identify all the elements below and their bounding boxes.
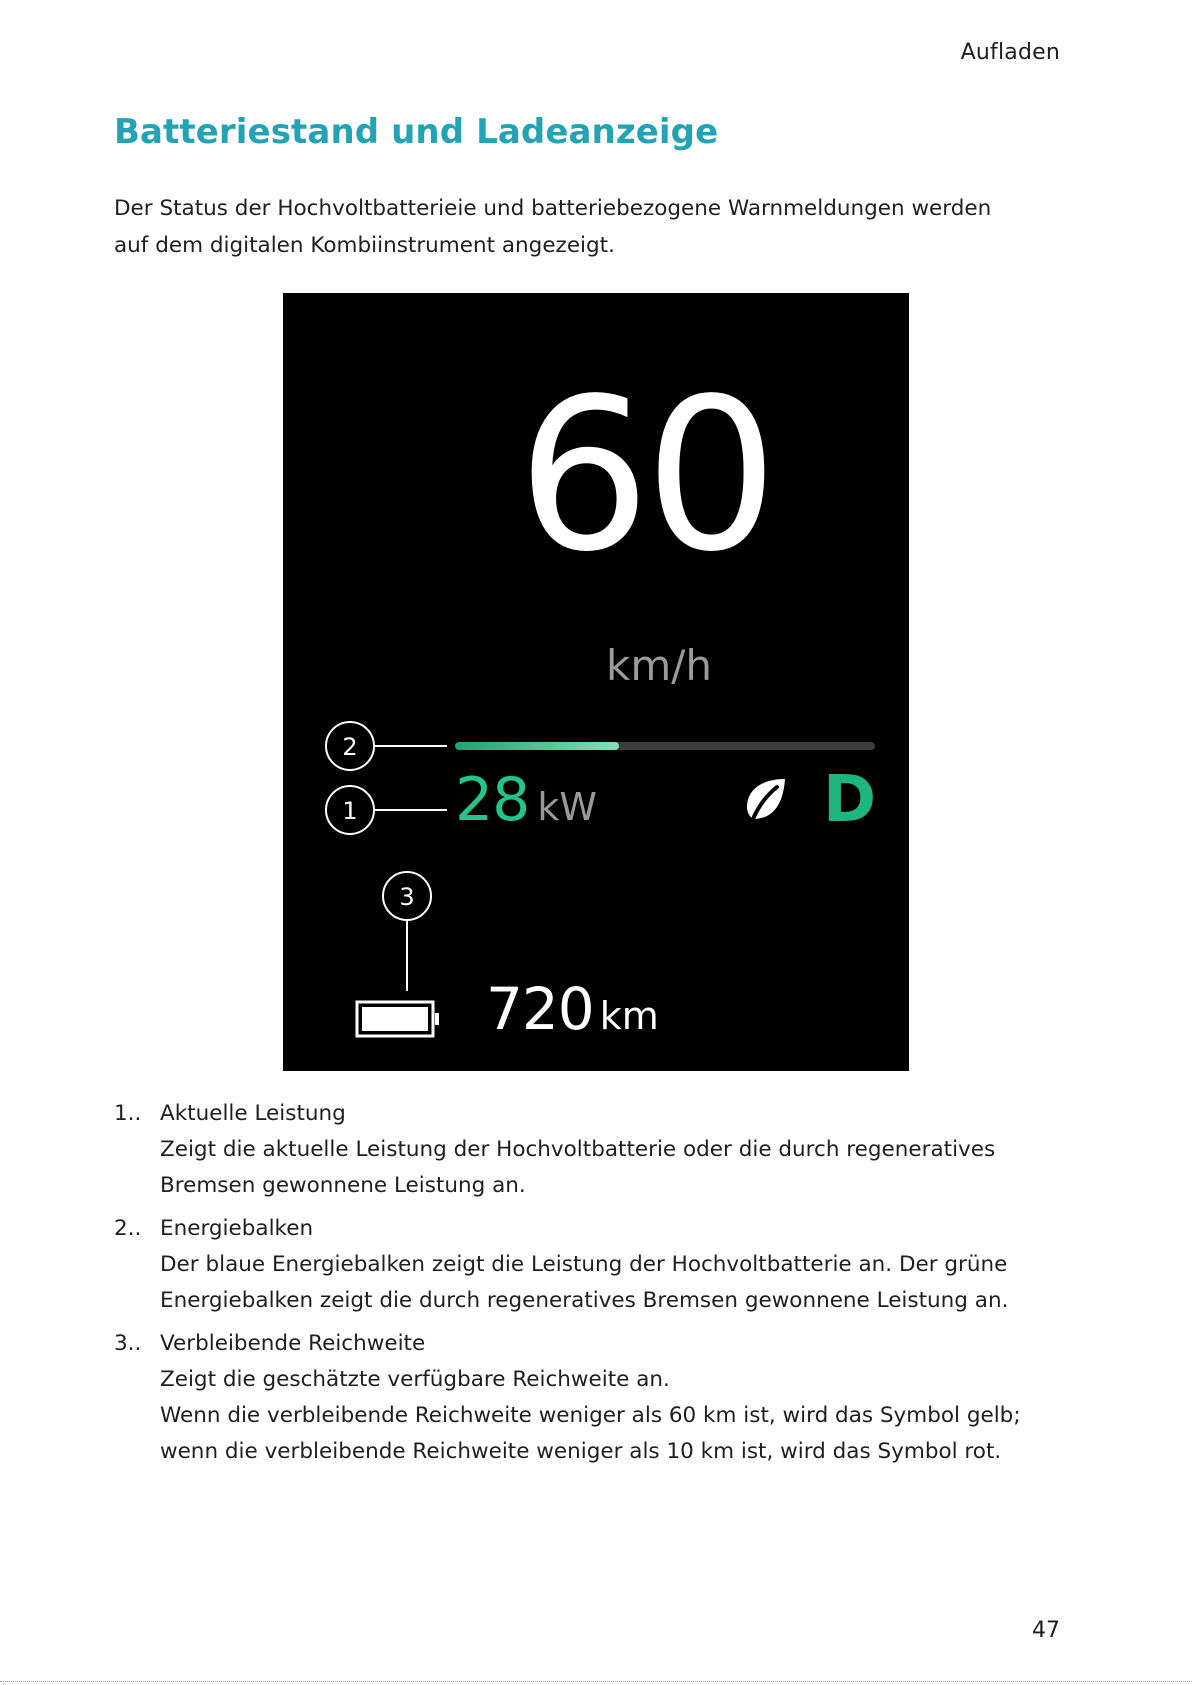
power-value: 28 — [455, 765, 530, 835]
callout-2-label: 2 — [342, 733, 358, 761]
item-desc-line: Der blaue Energiebalken zeigt die Leistung der Hochvoltbatterie an. Der grüne — [160, 1252, 1008, 1277]
running-header: Aufladen — [960, 40, 1060, 65]
list-item — [114, 1326, 1094, 1470]
item-desc-line: Zeigt die aktuelle Leistung der Hochvoltbatterie oder die durch regeneratives — [160, 1137, 996, 1162]
item-term: Verbleibende Reichweite — [160, 1331, 426, 1356]
item-number: 3.. — [114, 1331, 142, 1356]
intro-line: Der Status der Hochvoltbatterieie und batteriebezogene Warnmeldungen werden — [114, 196, 992, 221]
callout-3 — [383, 872, 431, 991]
callout-2 — [326, 722, 447, 770]
speed-readout: 60 — [517, 353, 773, 598]
item-term: Aktuelle Leistung — [160, 1101, 346, 1126]
range-value: 720 — [486, 975, 594, 1043]
item-desc-line: Bremsen gewonnene Leistung an. — [160, 1173, 526, 1198]
item-desc-line: Energiebalken zeigt die durch regeneratives Bremsen gewonnene Leistung an. — [160, 1288, 1009, 1313]
intro-line: auf dem digitalen Kombiinstrument angezeigt. — [114, 233, 615, 258]
page-bottom-rule — [0, 1681, 1192, 1682]
callout-3-label: 3 — [399, 883, 415, 911]
power-unit: kW — [537, 785, 597, 829]
callout-overlay — [283, 293, 909, 1071]
page-title: Batteriestand und Ladeanzeige — [114, 112, 719, 152]
item-desc-line: wenn die verbleibende Reichweite weniger als 10 km ist, wird das Symbol rot. — [160, 1439, 1002, 1464]
item-term: Energiebalken — [160, 1216, 314, 1241]
range-unit: km — [599, 994, 659, 1038]
legend-list — [114, 1096, 1094, 1477]
intro-paragraph — [114, 190, 1074, 264]
list-item — [114, 1096, 1094, 1204]
instrument-cluster-figure — [283, 293, 909, 1071]
item-desc-line: Wenn die verbleibende Reichweite weniger als 60 km ist, wird das Symbol gelb; — [160, 1403, 1021, 1428]
item-desc-line: Zeigt die geschätzte verfügbare Reichweite an. — [160, 1367, 670, 1392]
gear-indicator: D — [823, 763, 877, 837]
callout-1-label: 1 — [342, 797, 358, 825]
item-number: 2.. — [114, 1216, 142, 1241]
list-item — [114, 1211, 1094, 1319]
item-number: 1.. — [114, 1101, 142, 1126]
page-number: 47 — [1032, 1618, 1060, 1643]
speed-unit: km/h — [606, 641, 713, 690]
callout-1 — [326, 786, 447, 834]
